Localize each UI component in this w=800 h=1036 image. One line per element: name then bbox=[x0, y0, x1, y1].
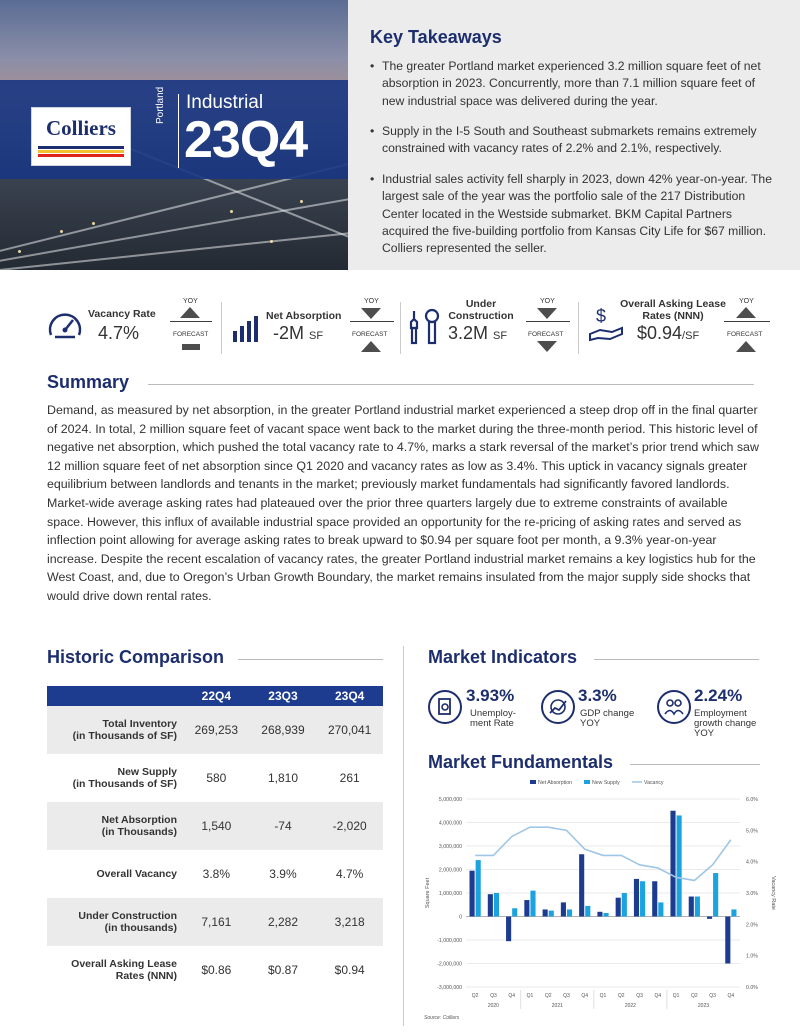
year-label: 2020 bbox=[487, 1003, 499, 1009]
legend-label: Net Absorption bbox=[538, 780, 573, 786]
yoy-down-arrow-icon bbox=[361, 308, 381, 319]
indicator-label: Unemploy- ment Rate bbox=[470, 708, 516, 729]
net-absorption-bar bbox=[524, 900, 529, 916]
kpi-label: Vacancy Rate bbox=[88, 308, 156, 320]
table-row: New Supply (in Thousands of SF) 580 1,810 261 bbox=[72, 766, 360, 790]
net-absorption-bar bbox=[561, 902, 566, 916]
market-fundamentals-chart bbox=[418, 772, 778, 1024]
x-tick-label: Q3 bbox=[490, 993, 497, 999]
colliers-logo bbox=[31, 107, 131, 166]
net-absorption-bar bbox=[597, 912, 602, 917]
summary-title: Summary bbox=[47, 372, 130, 392]
kpi-value: 3.2M SF bbox=[448, 323, 508, 343]
new-supply-bar bbox=[713, 873, 718, 916]
year-label: 2023 bbox=[697, 1003, 710, 1009]
indicator-value: 2.24% bbox=[694, 686, 743, 705]
table-header-row bbox=[47, 686, 383, 706]
column-header: 23Q3 bbox=[250, 686, 317, 706]
forecast-flat-icon bbox=[182, 344, 200, 350]
new-supply-bar bbox=[640, 881, 645, 916]
new-supply-bar bbox=[604, 913, 609, 917]
title-divider bbox=[178, 94, 179, 168]
kpi-forecast-label: FORECAST bbox=[173, 331, 209, 338]
y-axis-label: Square Feet bbox=[425, 877, 431, 909]
net-absorption-bar bbox=[652, 881, 657, 916]
kpi-label: Overall Asking Lease Rates (NNN) bbox=[620, 298, 726, 322]
y2-tick-label: 4.0% bbox=[746, 859, 758, 866]
x-tick-label: Q3 bbox=[709, 993, 716, 999]
chart-source: Source: Colliers bbox=[424, 1015, 460, 1021]
indicator-label: Employment growth change YOY bbox=[694, 708, 757, 739]
new-supply-bar bbox=[549, 911, 554, 917]
x-tick-label: Q2 bbox=[617, 993, 625, 999]
kpi-yoy-label: YOY bbox=[739, 298, 754, 305]
y-tick-label: 1,000,000 bbox=[438, 891, 462, 897]
yoy-down-arrow-icon bbox=[537, 308, 557, 319]
speedometer-icon bbox=[46, 308, 84, 346]
people-icon bbox=[657, 690, 691, 724]
indicator-value: 3.3% bbox=[578, 686, 617, 705]
kpi-value: -2M SF bbox=[273, 323, 324, 343]
historic-table bbox=[47, 686, 383, 994]
net-absorption-bar bbox=[506, 917, 511, 942]
x-tick-label: Q4 bbox=[727, 993, 735, 999]
kpi-label: Under Construction bbox=[448, 298, 514, 322]
net-absorption-bar bbox=[689, 897, 694, 917]
legend-label: New Supply bbox=[592, 780, 620, 786]
net-absorption-bar bbox=[616, 898, 621, 917]
net-absorption-bar bbox=[579, 854, 584, 916]
net-absorption-bar bbox=[707, 917, 712, 919]
x-tick-label: Q3 bbox=[563, 993, 570, 999]
y-tick-label: -3,000,000 bbox=[437, 985, 462, 991]
table-row: Under Construction (in thousands) 7,161 2,282 3,218 bbox=[47, 898, 383, 946]
kpi-yoy-label: YOY bbox=[364, 298, 379, 305]
summary-text: Demand, as measured by net absorption, in the greater Portland industrial market experienced a steep drop off in the final quarter of 2024. In total, 2 million square feet of vacant space went back to the market during the three-month period. This historic level of negative net absorption, which pushed the total vacancy rate to 4.7%, marks a stark reversal of the market’s prior trend which saw 12 million square feet of net absorption since Q1 2020 and vacancy rates as low as 3.4%. This uptick in vacancy signals greater equilibrium between landlords and tenants in the market; previously market fundamentals had significantly favored landlords. Market-wide average asking rates had plateaued over the prior three quarters largely due to extreme constraints of available space. However, this influx of available industrial space provided an opportunity for the re-pricing of asking rates and served as inflection point allowing for average asking rates to break upward to $0.94 per square foot per month, a 9.3% year-on-year increase. Despite the recent escalation of vacancy rates, the greater Portland industrial market remains a key logistics hub for the West Coast, and, due to Oregon’s Urban Growth Boundary, the market remains insulated from the major supply side shocks that would drive down rental rates. bbox=[47, 403, 759, 603]
x-tick-label: Q3 bbox=[636, 993, 643, 999]
net-absorption-bar bbox=[470, 871, 475, 917]
x-tick-label: Q2 bbox=[690, 993, 698, 999]
fundamentals-title: Market Fundamentals bbox=[428, 752, 614, 772]
new-supply-bar bbox=[695, 897, 700, 917]
y-tick-label: 0 bbox=[459, 914, 462, 921]
forecast-down-arrow-icon bbox=[537, 341, 557, 352]
sector-label: Industrial bbox=[186, 92, 264, 113]
new-supply-bar bbox=[512, 908, 517, 916]
legend-swatch bbox=[584, 780, 590, 784]
y2-tick-label: 2.0% bbox=[746, 922, 758, 929]
table-row: Overall Vacancy 3.8% 3.9% 4.7% bbox=[96, 867, 364, 881]
x-tick-label: Q1 bbox=[672, 993, 680, 999]
y2-tick-label: 5.0% bbox=[746, 828, 758, 835]
legend-swatch bbox=[530, 780, 536, 784]
year-label: 2021 bbox=[551, 1003, 563, 1009]
x-tick-label: Q1 bbox=[526, 993, 534, 999]
new-supply-bar bbox=[494, 893, 499, 917]
table-row: Overall Asking Lease Rates (NNN) $0.86 $0.87 $0.94 bbox=[71, 958, 365, 982]
net-absorption-bar bbox=[543, 909, 548, 916]
bar-chart-icon bbox=[231, 315, 261, 343]
takeaway-item: • The greater Portland market experienced 3.2 million square feet of net absorption in 2023. Concurrently, more than 7.1 million square feet of new industrial space was delivered during the year. bbox=[370, 59, 761, 108]
forecast-up-arrow-icon bbox=[736, 341, 756, 352]
x-tick-label: Q2 bbox=[471, 993, 479, 999]
yoy-up-arrow-icon bbox=[180, 307, 200, 318]
x-tick-label: Q4 bbox=[581, 993, 589, 999]
y-tick-label: -2,000,000 bbox=[437, 961, 462, 968]
takeaway-item: • Supply in the I-5 South and Southeast submarkets remains extremely constrained with vacancy rates of 2.2% and 2.1%, respectively. bbox=[370, 124, 757, 156]
logo-wordmark: Colliers bbox=[46, 116, 116, 140]
new-supply-bar bbox=[476, 860, 481, 916]
y2-tick-label: 3.0% bbox=[746, 891, 758, 897]
y-tick-label: 5,000,000 bbox=[438, 797, 462, 803]
svg-text:$: $ bbox=[596, 306, 607, 326]
indicator-value: 3.93% bbox=[466, 686, 515, 705]
kpi-value: $0.94/SF bbox=[637, 323, 700, 343]
kpi-forecast-label: FORECAST bbox=[528, 331, 564, 338]
kpi-yoy-label: YOY bbox=[540, 298, 555, 305]
new-supply-bar bbox=[677, 815, 682, 916]
x-tick-label: Q4 bbox=[508, 993, 516, 999]
new-supply-bar bbox=[530, 891, 535, 917]
x-tick-label: Q2 bbox=[544, 993, 552, 999]
city-label: Portland bbox=[155, 86, 166, 124]
kpi-forecast-label: FORECAST bbox=[727, 331, 763, 338]
chart-trend-icon bbox=[541, 690, 575, 724]
kpi-forecast-label: FORECAST bbox=[352, 331, 388, 338]
new-supply-bar bbox=[731, 909, 736, 916]
y-tick-label: -1,000,000 bbox=[437, 938, 462, 944]
indicators-title: Market Indicators bbox=[428, 647, 578, 667]
y2-tick-label: 6.0% bbox=[746, 797, 758, 803]
y-tick-label: 4,000,000 bbox=[438, 820, 462, 827]
takeaways-title: Key Takeaways bbox=[370, 27, 502, 47]
y-tick-label: 3,000,000 bbox=[438, 844, 462, 850]
x-tick-label: Q4 bbox=[654, 993, 662, 999]
document-search-icon bbox=[428, 690, 462, 724]
table-row: Net Absorption (in Thousands) 1,540 -74 -2,020 bbox=[47, 802, 383, 850]
y2-axis-label: Vacancy Rate bbox=[770, 876, 776, 910]
takeaway-item: • Industrial sales activity fell sharply in 2023, down 42% year-on-year. The largest sale of the year was the portfolio sale of the 217 Distribution Center located in the Westside submarket. BKM Capital Partners acquired the five-building portfolio from Kansas City Life for $67 million. Colliers represented the seller. bbox=[370, 172, 772, 256]
yoy-up-arrow-icon bbox=[736, 307, 756, 318]
new-supply-bar bbox=[567, 909, 572, 916]
column-header: 22Q4 bbox=[183, 686, 250, 706]
y-tick-label: 2,000,000 bbox=[438, 867, 462, 874]
net-absorption-bar bbox=[634, 879, 639, 917]
vacancy-line bbox=[475, 827, 731, 880]
kpi-yoy-label: YOY bbox=[183, 298, 198, 305]
year-label: 2022 bbox=[624, 1003, 636, 1009]
net-absorption-bar bbox=[488, 894, 493, 916]
table-row: Total Inventory (in Thousands of SF) 269,253 268,939 270,041 bbox=[47, 706, 383, 754]
tools-icon bbox=[408, 308, 442, 346]
x-tick-label: Q1 bbox=[599, 993, 607, 999]
forecast-up-arrow-icon bbox=[361, 341, 381, 352]
kpi-value: 4.7% bbox=[98, 323, 140, 343]
new-supply-bar bbox=[622, 893, 627, 917]
quarter-label: 23Q4 bbox=[184, 111, 308, 169]
y2-tick-label: 1.0% bbox=[746, 953, 758, 960]
legend-label: Vacancy bbox=[644, 780, 664, 786]
kpi-label: Net Absorption bbox=[266, 310, 342, 322]
historic-title: Historic Comparison bbox=[47, 647, 225, 667]
new-supply-bar bbox=[585, 906, 590, 917]
net-absorption-bar bbox=[670, 811, 675, 917]
indicator-label: GDP change YOY bbox=[580, 708, 635, 729]
column-header: 23Q4 bbox=[316, 686, 383, 706]
new-supply-bar bbox=[658, 902, 663, 916]
y2-tick-label: 0.0% bbox=[746, 985, 758, 991]
net-absorption-bar bbox=[725, 917, 730, 964]
